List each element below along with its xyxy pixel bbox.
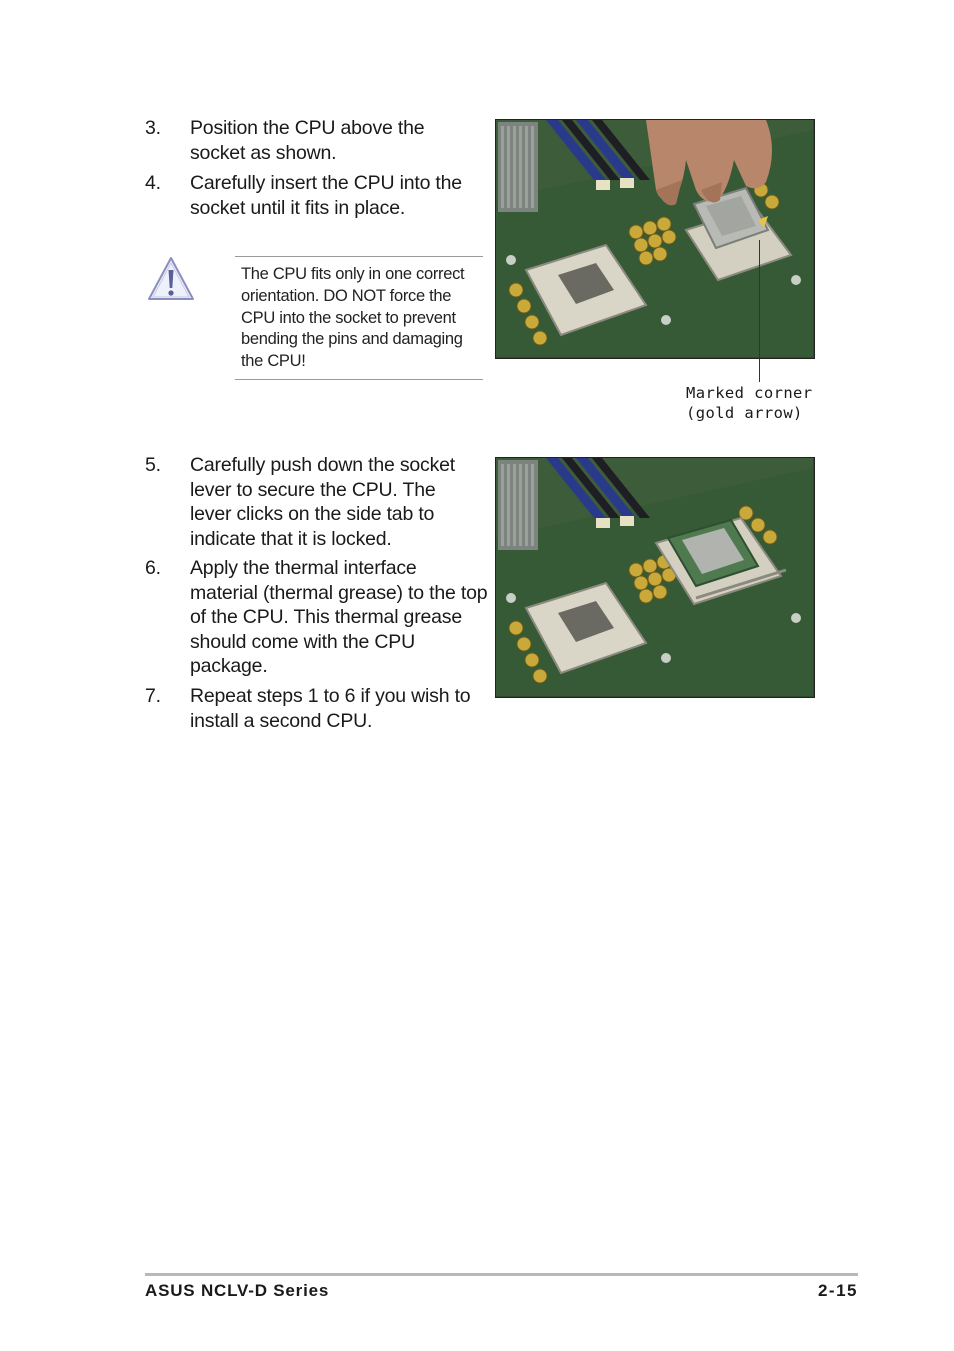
- step-text: Carefully insert the CPU into the socket until it fits in place.: [190, 172, 462, 219]
- step-text: Apply the thermal interface material (thermal grease) to the top of the CPU. This thermal grease should come with the CPU package.: [190, 557, 488, 677]
- footer-divider: [145, 1273, 858, 1276]
- step-number: 3.: [145, 117, 161, 139]
- caution-triangle-icon: [146, 255, 196, 303]
- footer-title: ASUS NCLV-D Series: [145, 1281, 330, 1300]
- step-text: Carefully push down the socket lever to secure the CPU. The lever clicks on the side tab to indicate that it is locked.: [190, 454, 455, 550]
- step-text: Repeat steps 1 to 6 if you wish to install a second CPU.: [190, 685, 471, 732]
- step-number: 6.: [145, 557, 161, 579]
- callout-line-1: Marked corner: [686, 384, 813, 402]
- page-number: 2-15: [817, 1281, 858, 1300]
- callout-line-2: (gold arrow): [686, 404, 803, 422]
- step-number: 4.: [145, 172, 161, 194]
- step-text: Position the CPU above the socket as shown.: [190, 117, 425, 164]
- step-5: [145, 453, 490, 551]
- caution-note: [235, 256, 483, 380]
- caution-text: The CPU fits only in one correct orientation. DO NOT force the CPU into the socket to prevent bending the pins and damaging the CPU!: [241, 265, 465, 371]
- step-number: 5.: [145, 454, 161, 476]
- step-4: [145, 171, 490, 220]
- callout-leader-line: [759, 240, 760, 382]
- step-6: [145, 556, 490, 679]
- step-number: 7.: [145, 685, 161, 707]
- step-3: [145, 116, 490, 165]
- cpu-locked-photo: [495, 457, 815, 698]
- step-7: [145, 684, 490, 733]
- cpu-insertion-photo: [495, 119, 815, 359]
- marked-corner-callout: [686, 383, 813, 423]
